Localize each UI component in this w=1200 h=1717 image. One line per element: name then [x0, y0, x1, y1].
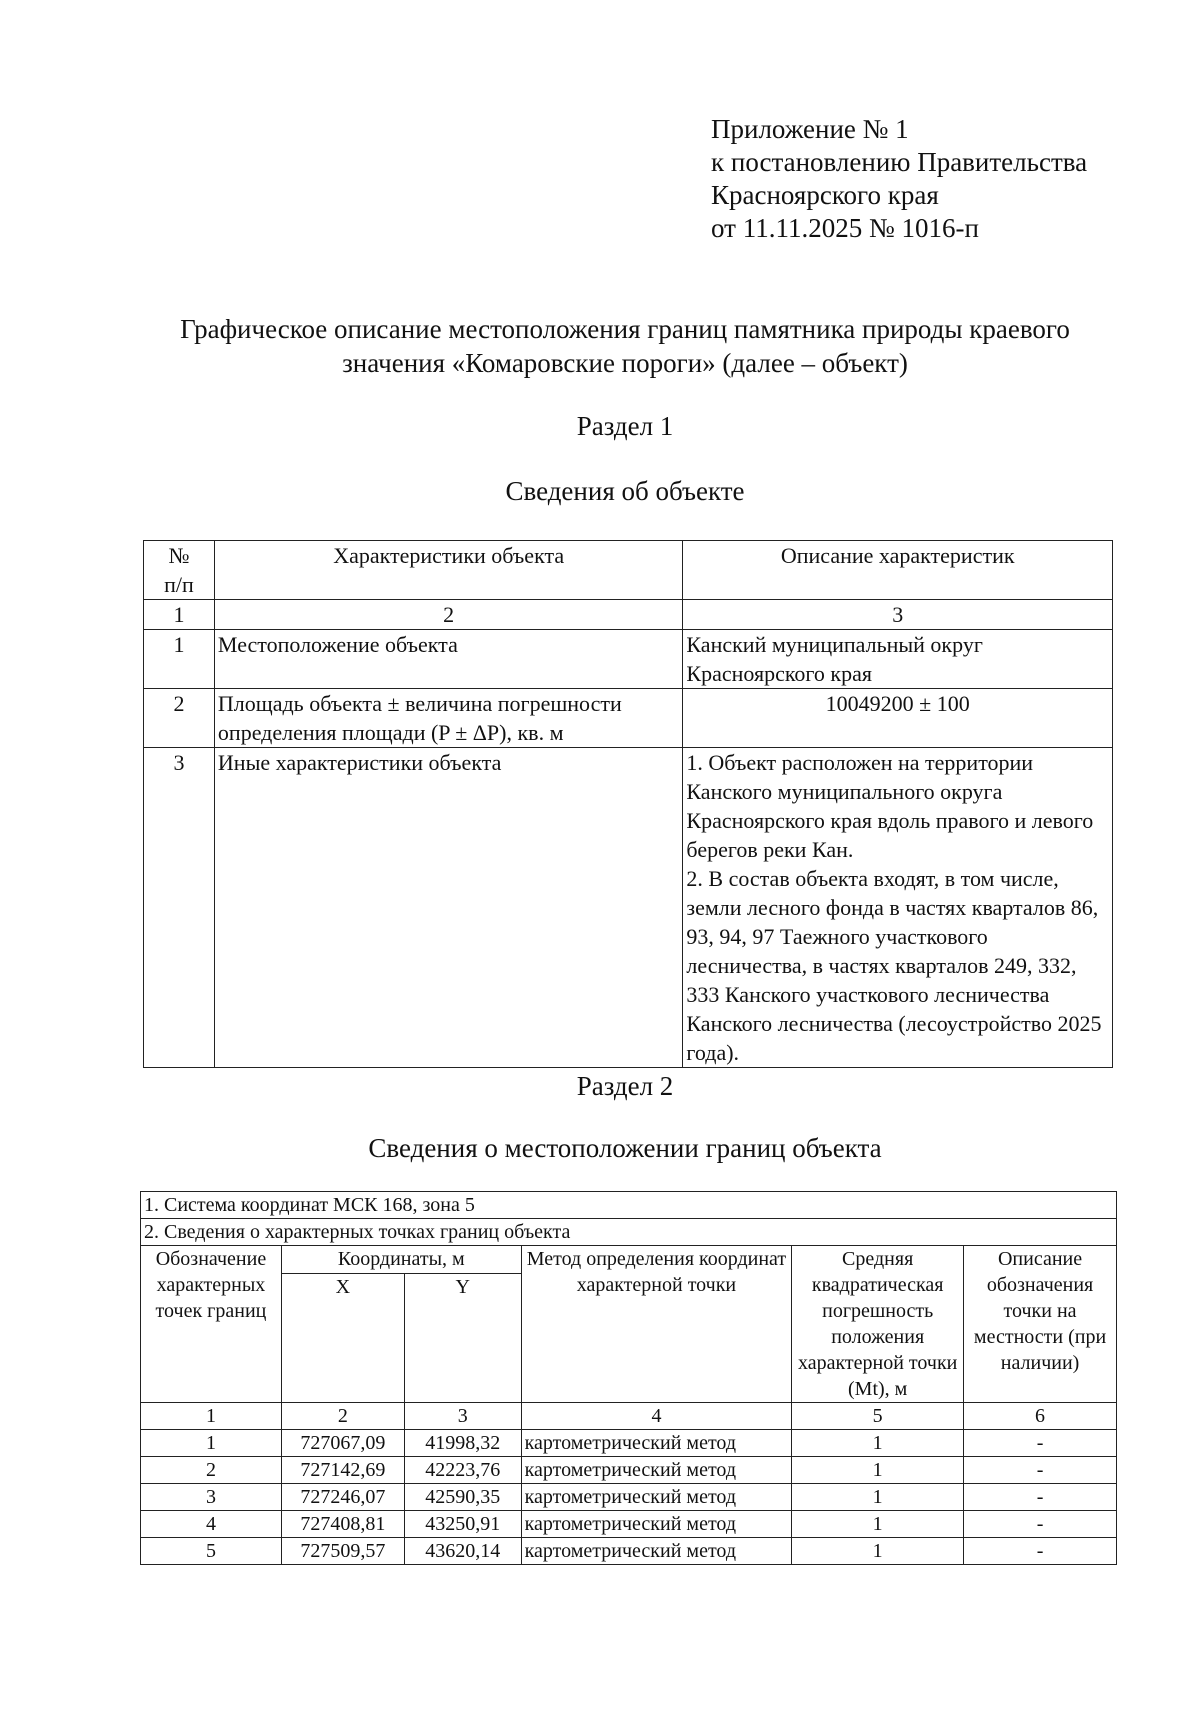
- point-description: -: [964, 1484, 1117, 1511]
- table-row: [141, 1430, 1117, 1457]
- point-method: картометрический метод: [521, 1511, 792, 1538]
- description-paragraph: 1. Объект расположен на территории Канского муниципального округа Красноярского края вдоль правого и левого берегов реки Кан.: [686, 750, 1094, 862]
- header-cell-coordinates: Координаты, м: [281, 1246, 521, 1274]
- point-error: 1: [792, 1430, 964, 1457]
- point-method: картометрический метод: [521, 1538, 792, 1565]
- point-x: 727067,09: [281, 1430, 404, 1457]
- table-index-row: [141, 1403, 1117, 1430]
- point-method: картометрический метод: [521, 1430, 792, 1457]
- point-number: 4: [141, 1511, 282, 1538]
- row-description: [683, 748, 1113, 1068]
- table-row: [144, 689, 1113, 748]
- point-y: 42223,76: [404, 1457, 521, 1484]
- point-x: 727142,69: [281, 1457, 404, 1484]
- description-paragraph: 2. В состав объекта входят, в том числе, земли лесного фонда в частях кварталов 86, 93, 94, 97 Таежного участкового лесничества, в частях кварталов 249, 332, 333 Канского участкового лесничества Канского лесничества (лесоустройство 2025 года).: [686, 866, 1102, 1065]
- point-x: 727509,57: [281, 1538, 404, 1565]
- document-title: [100, 312, 1150, 380]
- point-y: 42590,35: [404, 1484, 521, 1511]
- title-line: значения «Комаровские пороги» (далее – объект): [342, 348, 908, 378]
- point-method: картометрический метод: [521, 1457, 792, 1484]
- point-description: -: [964, 1457, 1117, 1484]
- table-row: [141, 1484, 1117, 1511]
- index-cell: 3: [404, 1403, 521, 1430]
- appendix-line: Приложение № 1: [711, 114, 909, 144]
- point-x: 727246,07: [281, 1484, 404, 1511]
- row-number: 1: [144, 630, 215, 689]
- table-row: [144, 630, 1113, 689]
- table-row: [141, 1538, 1117, 1565]
- point-description: -: [964, 1430, 1117, 1457]
- point-error: 1: [792, 1484, 964, 1511]
- point-error: 1: [792, 1511, 964, 1538]
- point-description: -: [964, 1511, 1117, 1538]
- section1-subheading: Сведения об объекте: [505, 476, 745, 506]
- table-header-row: [141, 1246, 1117, 1274]
- header-cell-description: Описание характеристик: [683, 541, 1113, 600]
- point-error: 1: [792, 1457, 964, 1484]
- coord-system-row: [141, 1192, 1117, 1219]
- points-title-row: [141, 1219, 1117, 1246]
- header-cell-designation: Обозначение характерных точек границ: [141, 1246, 282, 1403]
- table-row: [144, 748, 1113, 1068]
- point-error: 1: [792, 1538, 964, 1565]
- point-y: 41998,32: [404, 1430, 521, 1457]
- point-description: -: [964, 1538, 1117, 1565]
- row-characteristic: Иные характеристики объекта: [214, 748, 683, 1068]
- index-cell: 2: [214, 600, 683, 630]
- point-x: 727408,81: [281, 1511, 404, 1538]
- point-number: 5: [141, 1538, 282, 1565]
- header-cell-characteristics: Характеристики объекта: [214, 541, 683, 600]
- index-cell: 4: [521, 1403, 792, 1430]
- index-cell: 6: [964, 1403, 1117, 1430]
- coord-system-cell: 1. Система координат МСК 168, зона 5: [141, 1192, 1117, 1219]
- object-info-table: [143, 540, 1113, 1068]
- index-cell: 5: [792, 1403, 964, 1430]
- row-description: Канский муниципальный округ Красноярского края: [683, 630, 1113, 689]
- table-row: [141, 1511, 1117, 1538]
- points-title-cell: 2. Сведения о характерных точках границ объекта: [141, 1219, 1117, 1246]
- header-cell-y: Y: [404, 1274, 521, 1403]
- header-cell-x: X: [281, 1274, 404, 1403]
- index-cell: 3: [683, 600, 1113, 630]
- table-header-row: [144, 541, 1113, 600]
- point-y: 43250,91: [404, 1511, 521, 1538]
- row-description: 10049200 ± 100: [683, 689, 1113, 748]
- appendix-block: [711, 113, 1087, 245]
- table-row: [141, 1457, 1117, 1484]
- index-cell: 1: [141, 1403, 282, 1430]
- row-characteristic: Площадь объекта ± величина погрешности определения площади (P ± ΔP), кв. м: [214, 689, 683, 748]
- header-cell-method: Метод определения координат характерной точки: [521, 1246, 792, 1403]
- header-cell-point-description: Описание обозначения точки на местности (при наличии): [964, 1246, 1117, 1403]
- appendix-line: к постановлению Правительства: [711, 147, 1088, 177]
- boundary-points-table: [140, 1191, 1117, 1565]
- row-number: 3: [144, 748, 215, 1068]
- section2-subheading: Сведения о местоположении границ объекта: [368, 1133, 882, 1163]
- title-line: Графическое описание местоположения границ памятника природы краевого: [180, 314, 1070, 344]
- appendix-line: Красноярского края: [711, 180, 939, 210]
- table-index-row: [144, 600, 1113, 630]
- row-characteristic: Местоположение объекта: [214, 630, 683, 689]
- point-number: 3: [141, 1484, 282, 1511]
- point-method: картометрический метод: [521, 1484, 792, 1511]
- point-number: 2: [141, 1457, 282, 1484]
- header-cell-number: № п/п: [144, 541, 215, 600]
- row-number: 2: [144, 689, 215, 748]
- index-cell: 2: [281, 1403, 404, 1430]
- point-number: 1: [141, 1430, 282, 1457]
- section1-heading: Раздел 1: [576, 411, 674, 441]
- appendix-date: от 11.11.2025 № 1016-п: [711, 213, 979, 243]
- section2-heading: Раздел 2: [576, 1071, 674, 1101]
- header-cell-error: Средняя квадратическая погрешность положения характерной точки (Mt), м: [792, 1246, 964, 1403]
- point-y: 43620,14: [404, 1538, 521, 1565]
- index-cell: 1: [144, 600, 215, 630]
